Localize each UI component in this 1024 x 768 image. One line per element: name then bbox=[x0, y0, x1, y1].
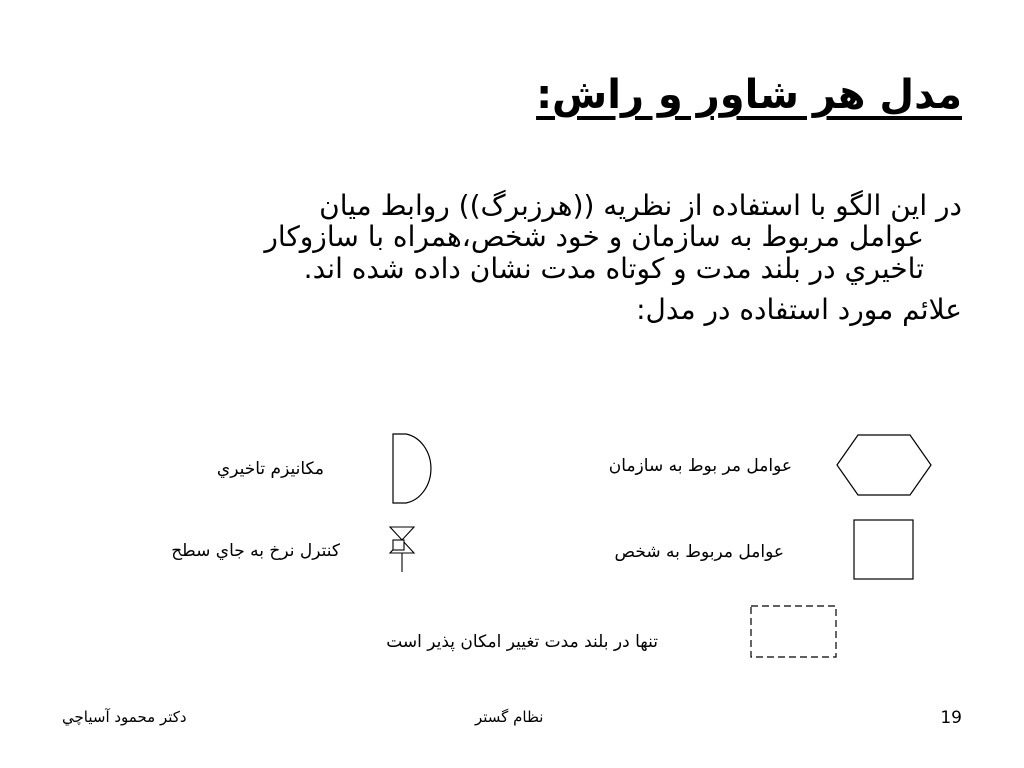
dashed-box-icon bbox=[750, 605, 838, 659]
square-icon bbox=[853, 519, 915, 581]
intro-paragraph bbox=[62, 190, 962, 284]
slide-body bbox=[62, 190, 962, 325]
slide-title: مدل هر شاور و راش: bbox=[536, 72, 962, 118]
delay-mechanism-label: مكانيزم تاخيري bbox=[216, 459, 324, 479]
square-label: عوامل مربوط به شخص bbox=[614, 542, 784, 562]
hexagon-label: عوامل مر بوط به سازمان bbox=[608, 456, 792, 476]
rate-valve-label: كنترل نرخ به جاي سطح bbox=[171, 541, 340, 561]
legend-intro: علائم مورد استفاده در مدل: bbox=[636, 293, 962, 327]
footer-center: نظام گستر bbox=[475, 708, 544, 726]
paragraph-line-1: در اين الگو با استفاده از نظريه ((هرزبرگ)) روابط ميان bbox=[319, 189, 962, 222]
dashed-box-label: تنها در بلند مدت تغيير امكان پذير است bbox=[386, 632, 658, 652]
rate-valve-icon bbox=[388, 526, 416, 574]
page-number: 19 bbox=[940, 708, 962, 728]
paragraph-line-2: عوامل مربوط به سازمان و خود شخص،همراه با سازوكار bbox=[264, 220, 924, 254]
paragraph-line-3: تاخيري در بلند مدت و كوتاه مدت نشان داده شده اند. bbox=[303, 251, 924, 285]
hexagon-icon bbox=[836, 434, 932, 496]
footer-author: دكتر محمود آسياچي bbox=[62, 708, 187, 726]
delay-mechanism-icon bbox=[392, 433, 438, 505]
